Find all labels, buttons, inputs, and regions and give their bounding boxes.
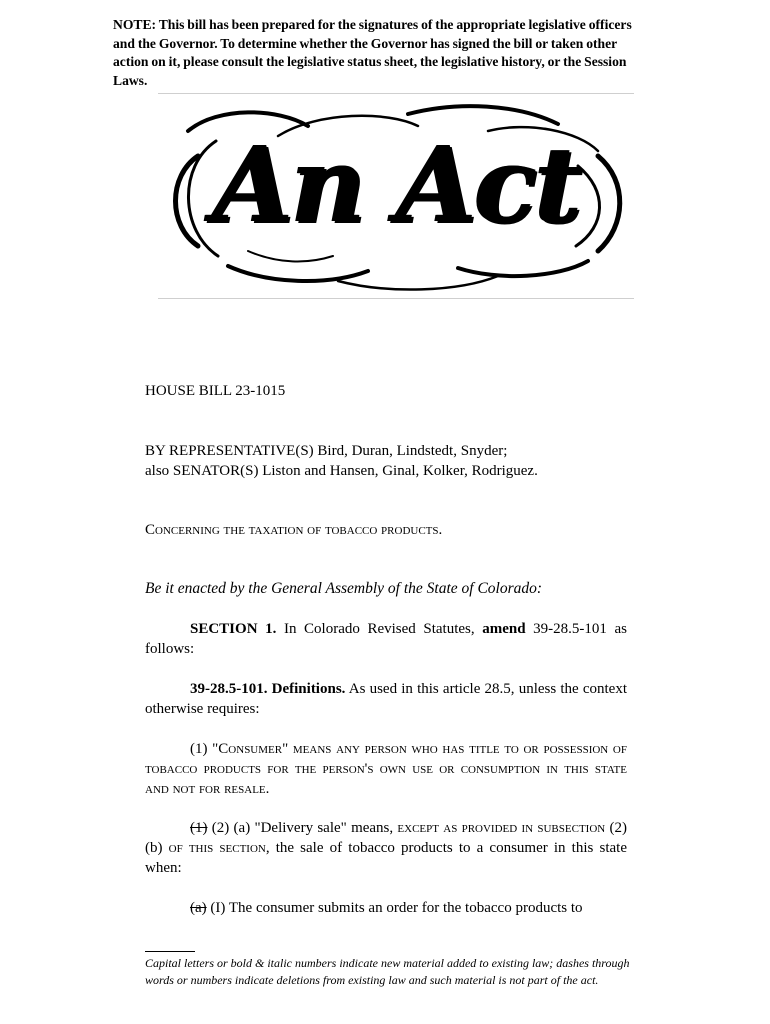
sponsors-senators: also SENATOR(S) Liston and Hansen, Ginal, Kolker, Rodriguez. bbox=[145, 463, 538, 479]
status-note: NOTE: This bill has been prepared for the signatures of the appropriate legislative officers and the Governor. To determine whether the Governor has signed the bill or taken other action on it, please consult the legislative status sheet, the legislative history, or the Session Laws. bbox=[113, 17, 632, 88]
footnote: Capital letters or bold & italic numbers indicate new material added to existing law; dashes through words or numbers indicate deletions from existing law and such material is not part of the act. bbox=[145, 956, 630, 987]
definitions-section bbox=[145, 679, 627, 719]
def2-lead: (2) (a) "Delivery sale" means, bbox=[207, 820, 398, 836]
deleted-number: (1) bbox=[190, 820, 208, 836]
concerning-clause: Concerning the taxation of tobacco products. bbox=[145, 522, 443, 538]
def2-tail: , the sale of tobacco products to a consumer in this state when: bbox=[145, 840, 627, 876]
enacting-clause: Be it enacted by the General Assembly of the State of Colorado: bbox=[145, 580, 543, 597]
seal-bottom-rule bbox=[158, 298, 634, 299]
section-1-heading: SECTION 1. bbox=[190, 621, 277, 637]
definition-consumer: (1) "Consumer" means any person who has title to or possession of tobacco products for the person's own use or consumption in this state and not for resale. bbox=[145, 741, 627, 797]
definition-subsection-i bbox=[145, 898, 627, 918]
definitions-text: As used in this article 28.5, unless the context otherwise requires: bbox=[145, 681, 628, 717]
section-1-text-b: 39-28.5-101 as follows: bbox=[145, 621, 627, 657]
seal-top-rule bbox=[158, 93, 634, 94]
def2-mid: (2)(b) bbox=[145, 820, 627, 856]
an-act-title: An Act bbox=[212, 123, 580, 246]
section-1 bbox=[145, 619, 627, 659]
def2-inserted-2: of this section bbox=[168, 840, 266, 856]
deleted-letter: (a) bbox=[190, 900, 207, 916]
footnote-rule bbox=[145, 951, 195, 952]
bill-number: HOUSE BILL 23-1015 bbox=[145, 383, 286, 399]
sponsors-representatives: BY REPRESENTATIVE(S) Bird, Duran, Lindstedt, Snyder; bbox=[145, 443, 508, 459]
defa-text: (I) The consumer submits an order for the tobacco products to bbox=[206, 900, 583, 916]
an-act-seal bbox=[158, 96, 634, 296]
section-1-amend: amend bbox=[482, 621, 526, 637]
definitions-heading: 39-28.5-101. Definitions. bbox=[190, 681, 346, 697]
sponsors bbox=[145, 441, 627, 481]
section-1-text-a: In Colorado Revised Statutes, bbox=[276, 621, 483, 637]
definition-delivery-sale bbox=[145, 818, 627, 878]
def2-inserted-1: except as provided in subsection bbox=[397, 820, 606, 836]
